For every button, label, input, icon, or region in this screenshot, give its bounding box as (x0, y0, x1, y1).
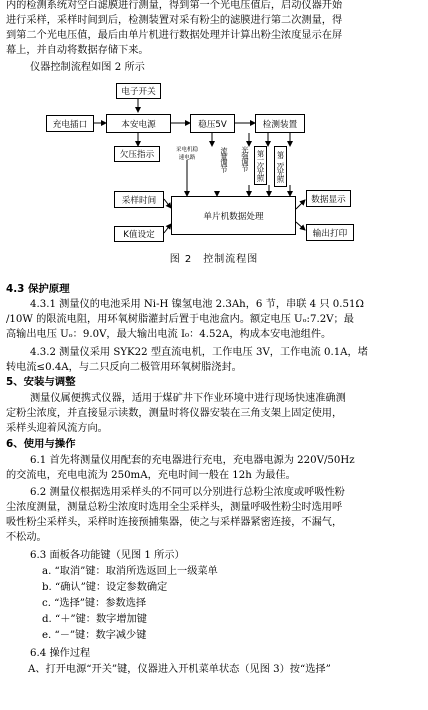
sampling-time-box: 采样时间 (114, 191, 164, 208)
figure-caption: 图 2 控制流程图 (169, 254, 259, 265)
undervoltage-box: 欠压指示 (114, 146, 160, 162)
light-adjust-label: 光强调节 (241, 146, 250, 171)
paragraph-line: 高输出电压 Uₒ：9.0V，最大输出电流 I₀：4.52A，构成本安电池组件。 (6, 329, 332, 340)
power-switch-box: 电子开关 (116, 83, 161, 99)
key-item: d. “＋”键：数字增加键 (42, 614, 147, 625)
output-print-box: 输出打印 (306, 224, 354, 241)
paragraph-line: 吸性粉尘采样头，采样时连接预捕集器，使之与采样器紧密连接，不漏气， (6, 517, 343, 528)
paragraph-line: 测量仪属便携式仪器，适用于煤矿井下作业环境中进行现场快速准确测 (30, 393, 346, 404)
intro-line: 幕上，并自动将数据存储下来。 (6, 45, 149, 56)
intro-line: 内的检测系统对空白滤膜进行测量，得到第一个光电压值后，启动仪器开始 (6, 0, 343, 11)
flow-adjust-label: 流量调节 (220, 147, 229, 172)
paragraph-line: 4.3.2 测量仪采用 SYK22 型直流电机，工作电压 3V，工作电流 0.1A，堵 (30, 347, 368, 358)
regulator-box: 稳压5V (190, 114, 235, 133)
mcu-box: 单片机数据处理 (171, 196, 296, 235)
k-setting-box: K值设定 (114, 226, 164, 242)
paragraph-line: 的交流电，充电电流为 250mA，充电时间一般在 12h 为最佳。 (6, 470, 296, 481)
power-supply-box: 本安电源 (106, 114, 171, 133)
flow-intro: 仪器控制流程如图 2 所示 (30, 62, 145, 73)
second-measure-box: 第二次光照 (274, 146, 287, 187)
intro-line: 进行采样，采样时间到后，检测装置对采有粉尘的滤膜进行第二次测量，得 (6, 15, 343, 26)
key-item: b. “确认”键：设定参数确定 (42, 582, 168, 593)
paragraph-line: 6.1 首先将测量仪用配套的充电器进行充电，充电器电源为 220V/50Hz (30, 455, 355, 466)
paragraph-line: /10W 的限流电阻，用环氧树脂灌封后置于电池盒内。额定电压 Uₒ:7.2V；最 (6, 314, 354, 325)
key-item: a. “取消”键：取消所选返回上一级菜单 (42, 566, 218, 577)
key-item: e. “－”键：数字减少键 (42, 630, 147, 641)
paragraph-line: 采样头迎着风流方向。 (6, 423, 108, 434)
charge-port-box: 充电插口 (46, 115, 94, 132)
subsection-heading: 6.3 面板各功能键（见图 1 所示） (30, 550, 185, 561)
paragraph-line: 尘浓度测量，测量总粉尘浓度时选用全尘采样头，测量呼吸性粉尘时选用呼 (6, 502, 343, 513)
paragraph-line: 转电流≤0.4A，与二只反向二极管用环氧树脂浇封。 (6, 362, 242, 373)
first-measure-box: 第一次光照 (254, 146, 267, 185)
paragraph-line: A、打开电源“开关”键，仪器进入开机菜单状态（见图 3）按“选择” (28, 664, 331, 675)
paragraph-line: 不松动。 (6, 532, 47, 543)
subsection-heading: 6.4 操作过程 (30, 648, 91, 659)
paragraph-line: 4.3.1 测量仪的电池采用 Ni-H 镍氢电池 2.3Ah，6 节，串联 4 只 0.51Ω (30, 299, 364, 310)
paragraph-line: 定粉尘浓度，并直接显示读数，测量时将仪器安装在三角支架上固定使用， (6, 408, 343, 419)
section-heading: 6、使用与操作 (6, 438, 76, 450)
data-display-box: 数据显示 (306, 190, 351, 207)
key-item: c. “选择”键：参数选择 (42, 598, 147, 609)
paragraph-line: 6.2 测量仪根据选用采样头的不同可以分别进行总粉尘浓度或呼吸性粉 (30, 487, 345, 498)
led-regulator-label: 采电机稳速电路 (175, 147, 198, 161)
section-heading: 4.3 保护原理 (6, 283, 70, 295)
intro-line: 到第二个光电压值，最后由单片机进行数据处理并计算出粉尘浓度显示在屏 (6, 30, 343, 41)
section-heading: 5、安装与调整 (6, 376, 76, 388)
detector-box: 检测装置 (255, 114, 305, 133)
